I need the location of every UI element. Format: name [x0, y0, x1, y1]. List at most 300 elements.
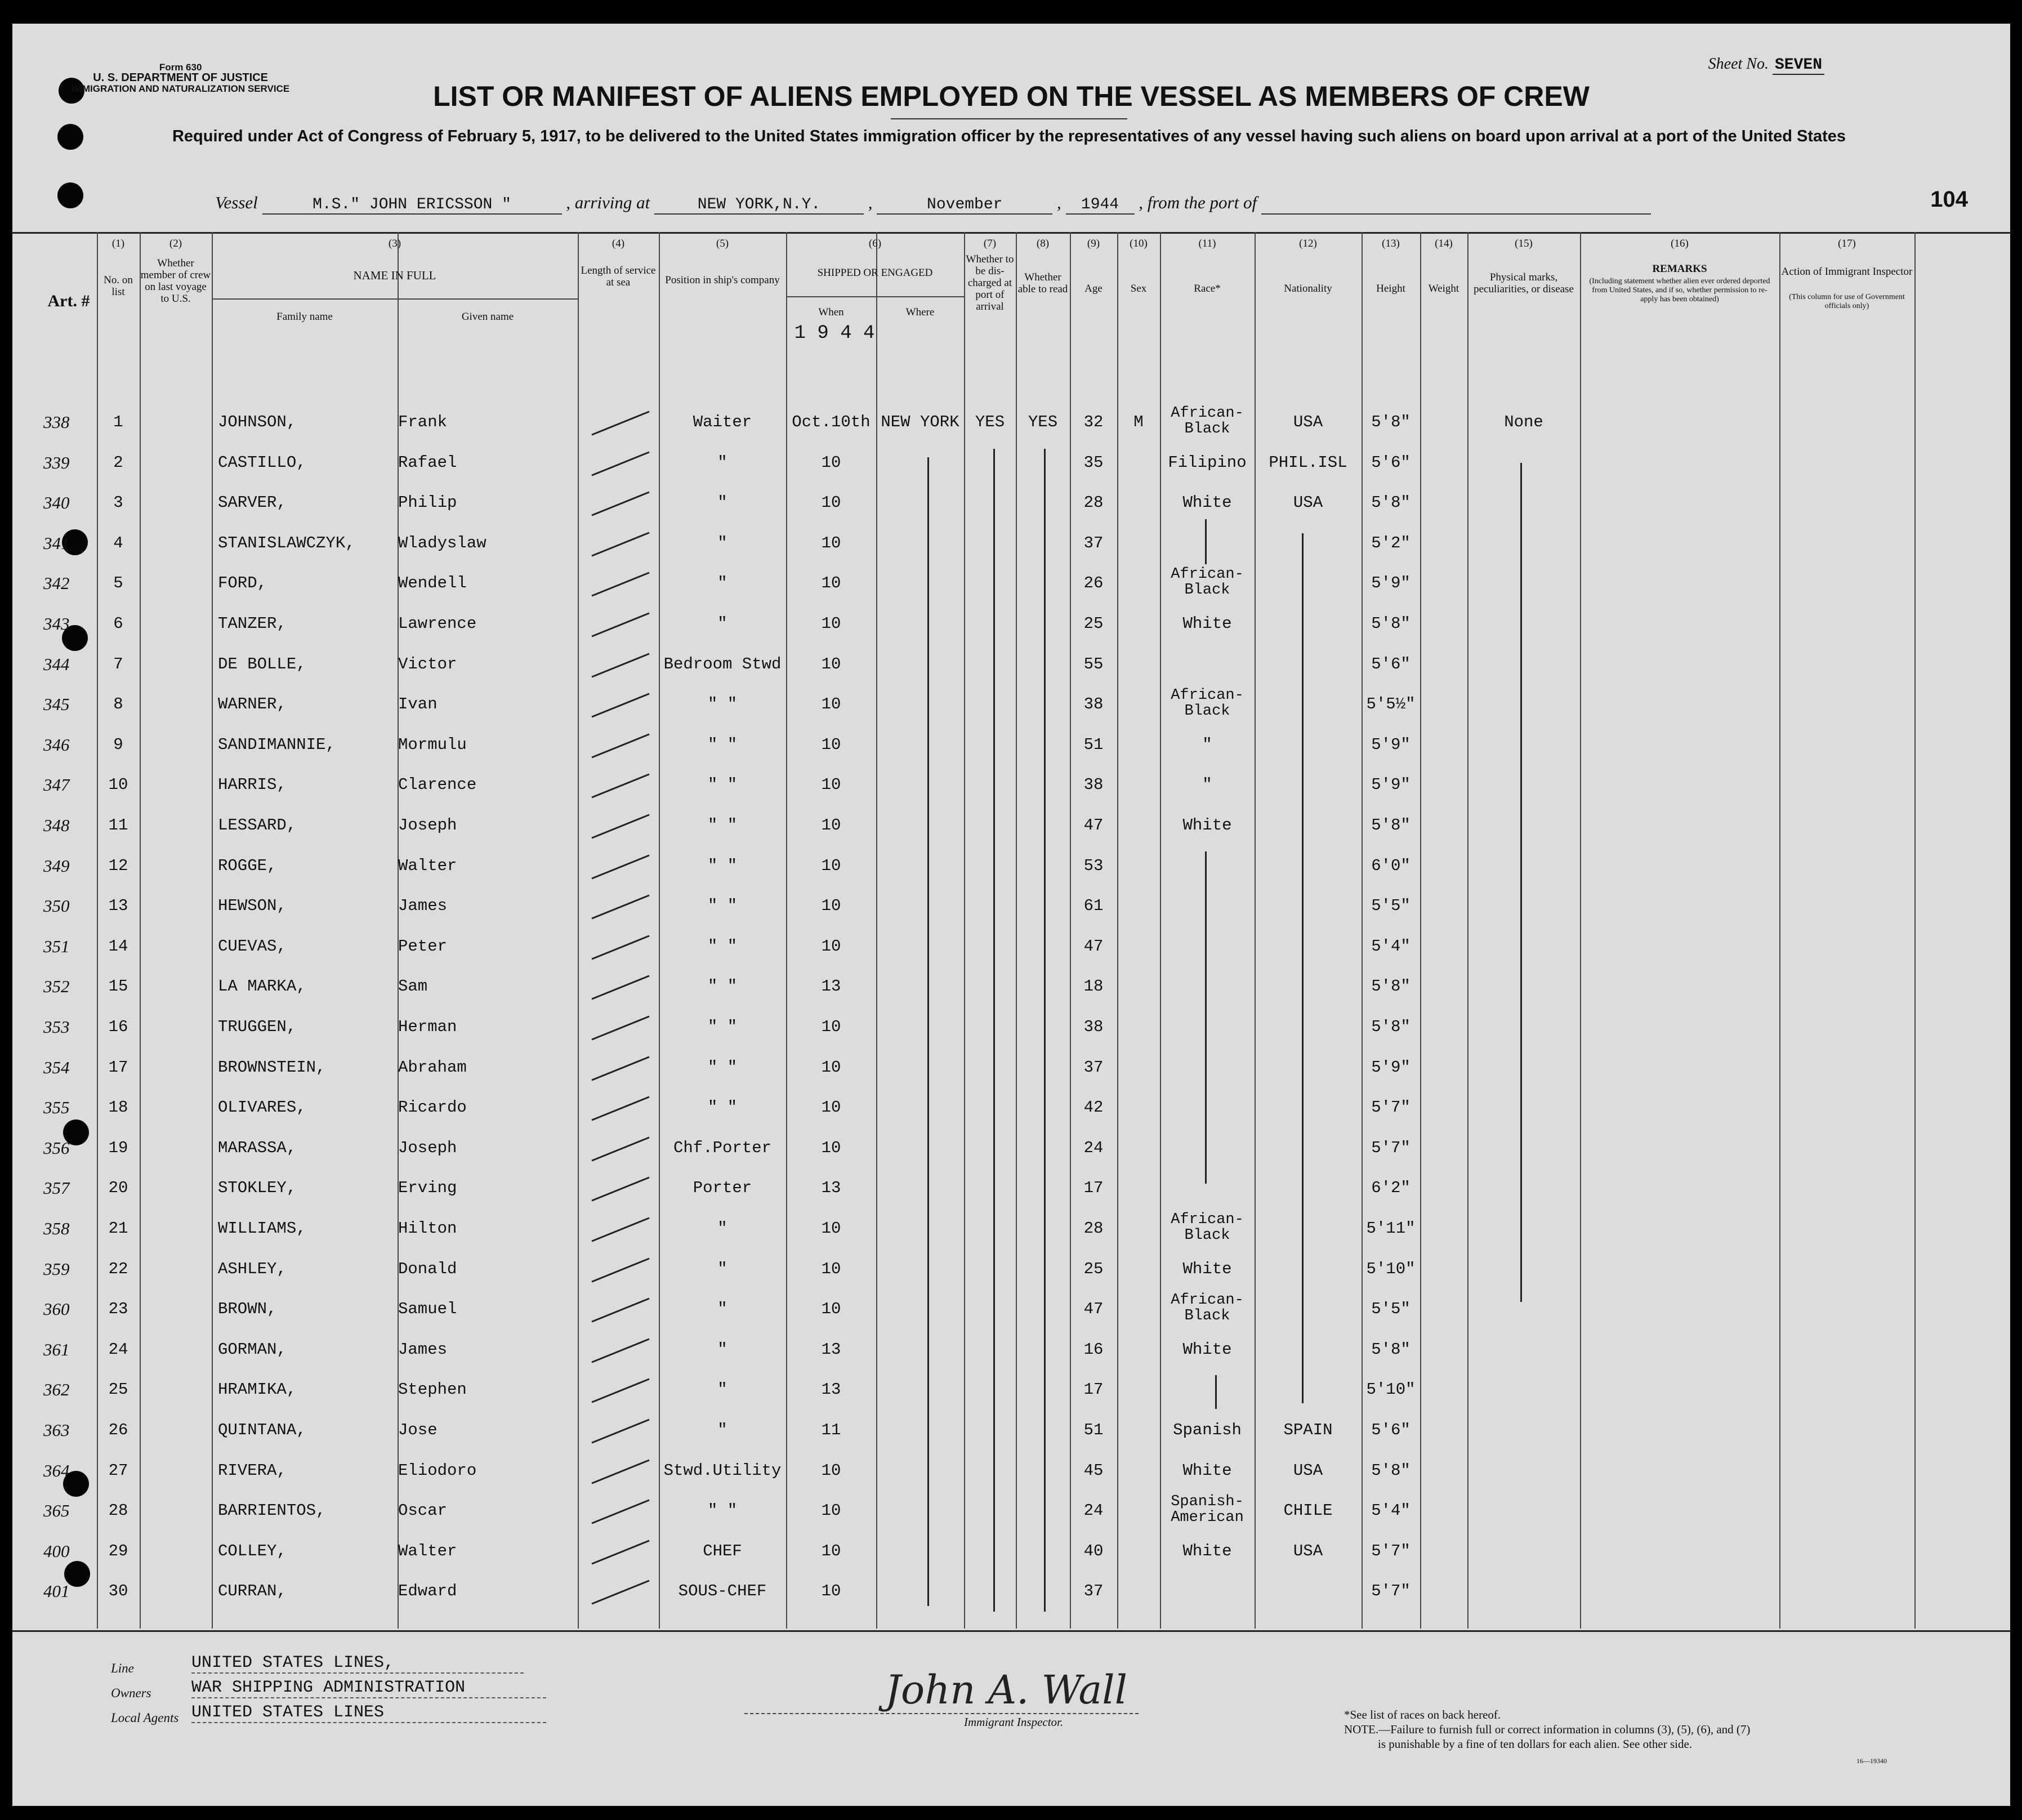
cell-age: 25 [1083, 614, 1104, 633]
cell-given: Stephen [398, 1380, 467, 1399]
col4-number: (4) [611, 238, 625, 249]
col6-header: SHIPPED OR ENGAGED [817, 267, 933, 279]
table-row [12, 1138, 2010, 1179]
cell-position: CHEF [703, 1541, 742, 1560]
cell-height: 5'10" [1366, 1259, 1416, 1278]
cell-no: 1 [113, 413, 123, 431]
cell-age: 53 [1083, 856, 1104, 875]
col14-number: (14) [1435, 238, 1453, 249]
cell-height: 5'8" [1371, 413, 1411, 431]
col7-number: (7) [983, 238, 997, 249]
cell-race: White [1182, 816, 1232, 835]
cell-height: 5'6" [1371, 654, 1411, 673]
vessel-name: M.S." JOHN ERICSSON " [262, 196, 562, 215]
cell-art: 346 [43, 734, 70, 755]
cell-given: Walter [398, 856, 457, 875]
table-row [12, 453, 2010, 493]
cell-height: 5'4" [1371, 1501, 1411, 1520]
cell-art: 363 [43, 1420, 70, 1440]
cell-given: Clarence [398, 775, 477, 795]
cell-no: 29 [108, 1541, 128, 1560]
cell-race: White [1182, 1259, 1232, 1278]
cell-art: 338 [43, 412, 70, 432]
table-row [12, 1259, 2010, 1300]
cell-family: ASHLEY, [218, 1259, 287, 1278]
cell-position: " [717, 533, 727, 552]
cell-art: 351 [43, 936, 70, 956]
col2-number: (2) [169, 238, 182, 249]
cell-family: WARNER, [218, 695, 287, 714]
service: IMMIGRATION AND NATURALIZATION SERVICE [72, 83, 290, 94]
cell-given: Lawrence [398, 614, 477, 633]
cell-height: 5'5" [1371, 896, 1411, 916]
col6-number: (6) [868, 238, 882, 249]
cell-position: " " [707, 896, 738, 916]
service-check-mark [591, 774, 649, 799]
table-row [12, 533, 2010, 574]
col12-header: Nationality [1284, 283, 1332, 295]
cell-height: 5'9" [1371, 775, 1411, 795]
vessel-line: Vessel M.S." JOHN ERICSSON " , arriving at NEW YORK,N.Y. , November , 1944 , from the port of [215, 193, 1651, 215]
cell-family: BROWN, [218, 1300, 277, 1319]
cell-family: GORMAN, [218, 1340, 287, 1359]
cell-given: Rafael [398, 453, 457, 472]
cell-family: BROWNSTEIN, [218, 1058, 326, 1077]
table-row [12, 735, 2010, 775]
table-row [12, 936, 2010, 977]
cell-no: 6 [113, 614, 123, 633]
cell-age: 26 [1083, 574, 1104, 593]
sheet-number [1708, 55, 1824, 74]
cell-age: 16 [1083, 1340, 1104, 1359]
cell-no: 18 [108, 1098, 128, 1117]
cell-given: Oscar [398, 1501, 448, 1520]
service-check-mark [591, 1217, 649, 1242]
cell-nat: USA [1293, 1461, 1323, 1480]
cell-art: 358 [43, 1219, 70, 1238]
cell-when: 10 [821, 493, 841, 512]
cell-height: 5'9" [1371, 1058, 1411, 1077]
print-code: 16—19340 [1856, 1757, 1887, 1765]
cell-given: Herman [398, 1018, 457, 1036]
table-row [12, 1292, 2010, 1340]
service-check-mark [591, 451, 649, 476]
page-title: LIST OR MANIFEST OF ALIENS EMPLOYED ON THE VESSEL AS MEMBERS OF CREW [433, 81, 1590, 112]
cell-position: " " [707, 1018, 738, 1036]
cell-family: SARVER, [218, 493, 287, 512]
cell-nat: SPAIN [1283, 1421, 1333, 1439]
cell-family: HEWSON, [218, 896, 287, 916]
agents-value: UNITED STATES LINES [191, 1703, 546, 1723]
cell-no: 25 [108, 1380, 128, 1399]
cell-when: 10 [821, 936, 841, 956]
cell-given: Wladyslaw [398, 533, 486, 552]
service-check-mark [591, 572, 649, 597]
cell-position: " [717, 1421, 727, 1439]
service-check-mark [591, 1459, 649, 1484]
cell-art: 361 [43, 1339, 70, 1359]
cell-family: JOHNSON, [218, 413, 297, 431]
cell-art: 355 [43, 1098, 70, 1118]
arriving-label: , arriving at [566, 193, 650, 212]
table-row [12, 1541, 2010, 1582]
cell-age: 51 [1083, 1421, 1104, 1439]
col16-header: REMARKS [1652, 263, 1707, 275]
service-check-mark [591, 411, 649, 436]
cell-position: " [717, 1380, 727, 1399]
cell-when: 10 [821, 1219, 841, 1238]
cell-race: " [1202, 735, 1212, 754]
col1-number: (1) [111, 238, 125, 249]
cell-age: 38 [1083, 1018, 1104, 1036]
cell-no: 23 [108, 1300, 128, 1319]
col6-year: 1 9 4 4 [794, 323, 875, 344]
cell-when: 13 [821, 1340, 841, 1359]
cell-family: COLLEY, [218, 1541, 287, 1560]
cell-family: DE BOLLE, [218, 654, 306, 673]
cell-family: ROGGE, [218, 856, 277, 875]
cell-when: 10 [821, 453, 841, 472]
service-check-mark [591, 975, 649, 1000]
table-row [12, 614, 2010, 654]
cell-position: " " [707, 1058, 738, 1077]
cell-height: 5'4" [1371, 936, 1411, 956]
cell-age: 17 [1083, 1179, 1104, 1198]
col17-number: (17) [1838, 238, 1856, 249]
cell-art: 356 [43, 1138, 70, 1158]
cell-when: 10 [821, 775, 841, 795]
cell-height: 5'8" [1371, 1461, 1411, 1480]
col15-number: (15) [1515, 238, 1533, 249]
cell-when: 10 [821, 654, 841, 673]
cell-family: TRUGGEN, [218, 1018, 297, 1036]
cell-no: 12 [108, 856, 128, 875]
cell-no: 15 [108, 977, 128, 996]
cell-art: 364 [43, 1460, 70, 1480]
col17-subheader: (This column for use of Government officials only) [1789, 293, 1905, 310]
cell-family: OLIVARES, [218, 1098, 306, 1117]
form-number: Form 630 [159, 62, 202, 73]
col8-header: Whether able to read [1017, 271, 1068, 295]
cell-age: 24 [1083, 1501, 1104, 1520]
table-row [12, 815, 2010, 856]
sheet-label: Sheet No. [1708, 55, 1769, 73]
cell-when: 10 [821, 1098, 841, 1117]
signature-line [744, 1713, 1139, 1714]
service-check-mark [591, 1338, 649, 1363]
table-row [12, 687, 2010, 735]
table-row [12, 856, 2010, 896]
cell-nat: USA [1293, 413, 1323, 431]
cell-race: " [1202, 775, 1212, 795]
cell-given: Sam [398, 977, 428, 996]
cell-when: 10 [821, 1018, 841, 1036]
table-row [12, 1098, 2010, 1138]
cell-family: WILLIAMS, [218, 1219, 306, 1238]
service-check-mark [591, 895, 649, 920]
cell-no: 27 [108, 1461, 128, 1480]
cell-family: RIVERA, [218, 1461, 287, 1480]
table-row [12, 1493, 2010, 1541]
col8-number: (8) [1036, 238, 1050, 249]
cell-position: " [717, 574, 727, 593]
cell-given: Abraham [398, 1058, 467, 1077]
subtitle: Required under Act of Congress of February 5, 1917, to be delivered to the United States immigration officer by the representatives of any vessel having such aliens on board upon arrival at a port of the United States [172, 127, 1846, 145]
cell-given: Edward [398, 1582, 457, 1601]
cell-age: 25 [1083, 1259, 1104, 1278]
cell-position: " [717, 1219, 727, 1238]
cell-race: African-Black [1171, 1211, 1244, 1244]
col3-given-header: Given name [461, 311, 514, 323]
cell-age: 28 [1083, 1219, 1104, 1238]
cell-age: 61 [1083, 896, 1104, 916]
cell-position: Waiter [693, 413, 752, 431]
cell-disch: YES [975, 413, 1005, 431]
arrival-year: 1944 [1066, 196, 1135, 215]
cell-art: 401 [43, 1581, 70, 1602]
owners-label: Owners [111, 1686, 151, 1700]
service-check-mark [591, 1136, 649, 1161]
cell-height: 5'9" [1371, 574, 1411, 593]
cell-when: 13 [821, 977, 841, 996]
cell-age: 32 [1083, 413, 1104, 431]
col5-header: Position in ship's company [665, 274, 780, 286]
cell-age: 45 [1083, 1461, 1104, 1480]
col3-family-header: Family name [276, 311, 333, 323]
cell-no: 22 [108, 1259, 128, 1278]
cell-when: 10 [821, 735, 841, 754]
cell-when: 13 [821, 1380, 841, 1399]
cell-race: African-Black [1171, 405, 1244, 438]
cell-position: " " [707, 775, 738, 795]
cell-no: 24 [108, 1340, 128, 1359]
cell-age: 40 [1083, 1541, 1104, 1560]
cell-no: 26 [108, 1421, 128, 1439]
manifest-sheet [12, 24, 2010, 1806]
service-check-mark [591, 1016, 649, 1041]
service-check-mark [591, 613, 649, 637]
cell-race: Spanish-American [1171, 1493, 1244, 1527]
cell-no: 9 [113, 735, 123, 754]
cell-family: CURRAN, [218, 1582, 287, 1601]
cell-art: 354 [43, 1057, 70, 1077]
cell-given: Wendell [398, 574, 467, 593]
cell-art: 349 [43, 855, 70, 876]
cell-position: " [717, 614, 727, 633]
col13-number: (13) [1382, 238, 1400, 249]
cell-race: Filipino [1168, 453, 1247, 472]
cell-when: 10 [821, 1138, 841, 1157]
cell-age: 47 [1083, 936, 1104, 956]
col14-header: Weight [1428, 283, 1459, 295]
cell-race: White [1182, 493, 1232, 512]
cell-age: 47 [1083, 816, 1104, 835]
service-check-mark [591, 693, 649, 718]
cell-height: 5'11" [1366, 1219, 1416, 1238]
table-row [12, 1058, 2010, 1098]
cell-position: Stwd.Utility [663, 1461, 782, 1480]
cell-family: QUINTANA, [218, 1421, 306, 1439]
cell-family: CUEVAS, [218, 936, 287, 956]
sheet-value: SEVEN [1773, 56, 1824, 75]
table-row [12, 1581, 2010, 1622]
ditto-line [1205, 519, 1207, 564]
cell-position: " " [707, 735, 738, 754]
cell-position: " " [707, 695, 738, 714]
line-label: Line [111, 1661, 134, 1675]
cell-family: FORD, [218, 574, 267, 593]
cell-art: 353 [43, 1017, 70, 1037]
cell-when: 10 [821, 1259, 841, 1278]
col11-header: Race* [1194, 283, 1221, 295]
cell-position: " [717, 1259, 727, 1278]
cell-no: 28 [108, 1501, 128, 1520]
cell-age: 37 [1083, 533, 1104, 552]
cell-age: 38 [1083, 695, 1104, 714]
col2-header: Whether member of crew on last voyage to U.S. [140, 257, 211, 305]
cell-age: 37 [1083, 1058, 1104, 1077]
service-check-mark [591, 1056, 649, 1081]
cell-art: 365 [43, 1501, 70, 1521]
cell-art: 359 [43, 1259, 70, 1279]
cell-when: 11 [821, 1421, 841, 1439]
service-check-mark [591, 1177, 649, 1202]
table-row [12, 1178, 2010, 1219]
cell-art: 347 [43, 775, 70, 795]
table-row [12, 566, 2010, 614]
from-port [1261, 196, 1651, 215]
table-row [12, 1211, 2010, 1259]
col15-header: Physical marks, peculiarities, or disease [1474, 271, 1574, 295]
agents-label: Local Agents [111, 1711, 179, 1725]
title-divider [891, 118, 1127, 119]
cell-race: African-Black [1171, 687, 1244, 720]
cell-given: Jose [398, 1421, 438, 1439]
cell-art: 400 [43, 1541, 70, 1561]
cell-sex: M [1133, 413, 1144, 431]
cell-position: SOUS-CHEF [678, 1582, 767, 1601]
cell-age: 18 [1083, 977, 1104, 996]
service-check-mark [591, 1500, 649, 1524]
punch-hole [57, 124, 83, 150]
cell-family: HRAMIKA, [218, 1380, 297, 1399]
cell-given: Erving [398, 1179, 457, 1198]
cell-given: Joseph [398, 816, 457, 835]
cell-height: 5'10" [1366, 1380, 1416, 1399]
cell-age: 47 [1083, 1300, 1104, 1319]
col6-where-header: Where [905, 306, 935, 318]
cell-height: 5'7" [1371, 1541, 1411, 1560]
cell-no: 30 [108, 1582, 128, 1601]
cell-read: YES [1028, 413, 1058, 431]
cell-race: White [1182, 1461, 1232, 1480]
service-check-mark [591, 653, 649, 677]
cell-given: Frank [398, 413, 448, 431]
col5-number: (5) [716, 238, 729, 249]
cell-position: " " [707, 856, 738, 875]
cell-position: Porter [693, 1179, 752, 1198]
cell-art: 348 [43, 815, 70, 835]
table-row [12, 976, 2010, 1017]
cell-height: 5'7" [1371, 1098, 1411, 1117]
service-check-mark [591, 1580, 649, 1605]
cell-given: James [398, 896, 448, 916]
cell-race: White [1182, 614, 1232, 633]
footnotes [1344, 1707, 1750, 1751]
cell-nat: USA [1293, 493, 1323, 512]
cell-position: " [717, 1300, 727, 1319]
service-check-mark [591, 1540, 649, 1564]
cell-when: Oct.10th [792, 413, 871, 431]
arrival-month: November [877, 196, 1052, 215]
cell-where: NEW YORK [881, 413, 959, 431]
cell-age: 55 [1083, 654, 1104, 673]
cell-age: 37 [1083, 1582, 1104, 1601]
cell-height: 5'5½" [1366, 695, 1416, 714]
cell-height: 6'2" [1371, 1179, 1411, 1198]
cell-height: 5'6" [1371, 1421, 1411, 1439]
cell-age: 42 [1083, 1098, 1104, 1117]
cell-position: " [717, 1340, 727, 1359]
cell-when: 10 [821, 695, 841, 714]
page-number: 104 [1930, 187, 1968, 212]
ditto-line [1205, 851, 1207, 1184]
cell-height: 5'8" [1371, 977, 1411, 996]
cell-art: 352 [43, 976, 70, 997]
col4-header: Length of service at sea [581, 265, 656, 288]
col3-header: NAME IN FULL [353, 269, 436, 282]
cell-nat: USA [1293, 1541, 1323, 1560]
cell-nat: PHIL.ISL [1269, 453, 1347, 472]
cell-art: 339 [43, 452, 70, 472]
cell-when: 10 [821, 614, 841, 633]
table-row [12, 1380, 2010, 1420]
cell-art: 341 [43, 533, 70, 553]
arrival-port: NEW YORK,N.Y. [654, 196, 864, 215]
service-check-mark [591, 532, 649, 556]
cell-given: Peter [398, 936, 448, 956]
cell-race: African-Black [1171, 566, 1244, 599]
from-label: , from the port of [1139, 193, 1257, 212]
table-row [12, 1461, 2010, 1501]
cell-no: 13 [108, 896, 128, 916]
cell-position: " " [707, 977, 738, 996]
cell-race: White [1182, 1541, 1232, 1560]
table-row [12, 896, 2010, 936]
cell-given: Ricardo [398, 1098, 467, 1117]
service-check-mark [591, 935, 649, 960]
department: U. S. DEPARTMENT OF JUSTICE [93, 72, 268, 84]
col16-number: (16) [1671, 238, 1689, 249]
cell-family: HARRIS, [218, 775, 287, 795]
col16-subheader: (Including statement whether alien ever ordered deported from United States, and if so, whether permission to re-apply has been obtained) [1589, 277, 1770, 304]
cell-height: 5'8" [1371, 1018, 1411, 1036]
cell-family: MARASSA, [218, 1138, 297, 1157]
footnote-penalty-1: NOTE.—Failure to furnish full or correct information in columns (3), (5), (6), and (7) [1344, 1723, 1751, 1736]
cell-given: Samuel [398, 1300, 457, 1319]
cell-art: 345 [43, 694, 70, 715]
cell-family: CASTILLO, [218, 453, 306, 472]
ditto-line [1520, 463, 1522, 1302]
service-check-mark [591, 854, 649, 879]
cell-family: STANISLAWCZYK, [218, 533, 355, 552]
cell-no: 7 [113, 654, 123, 673]
cell-no: 8 [113, 695, 123, 714]
cell-no: 2 [113, 453, 123, 472]
service-check-mark [591, 1419, 649, 1444]
cell-given: Philip [398, 493, 457, 512]
col3-number: (3) [388, 238, 401, 249]
